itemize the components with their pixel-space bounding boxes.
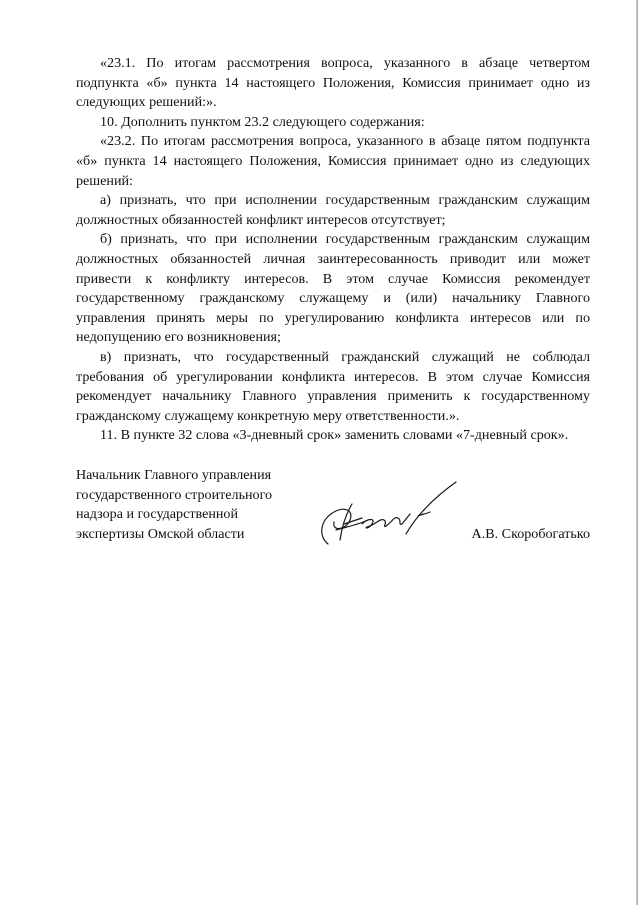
signatory-title-line: экспертизы Омской области [76,525,245,542]
page-edge-shadow [636,0,638,905]
paragraph-23-2: «23.2. По итогам рассмотрения вопроса, указанного в абзаце пятом подпункта «б» пункта 14 настоящего Положения, Комиссия принимает одно из следующих решений: [76,133,590,189]
paragraph-option-v: в) признать, что государственный гражданский служащий не соблюдал требования об урегулировании конфликта интересов. В этом случае Комиссия рекомендует начальнику Главного управления применить к государственному гражданскому служащему конкретную меру ответственности.». [76,348,590,424]
signatory-title [76,466,316,544]
paragraph-option-a: а) признать, что при исполнении государственным гражданским служащим должностных обязанностей конфликт интересов отсутствует; [76,192,590,228]
document-body [76,54,590,446]
signature-block [76,466,590,556]
paragraph-23-1: «23.1. По итогам рассмотрения вопроса, указанного в абзаце четвертом подпункта «б» пункта 14 настоящего Положения, Комиссия принимает одно из следующих решений:». [76,55,590,111]
paragraph-item-10: 10. Дополнить пунктом 23.2 следующего содержания: [100,113,425,130]
paragraph-option-b: б) признать, что при исполнении государственным гражданским служащим должностных обязанностей личная заинтересованность приводит или может привести к конфликту интересов. В этом случае Комиссия рекомендует государственному гражданскому служащему и (или) начальнику Главного управления принять меры по урегулированию конфликта интересов или по недопущению его возникновения; [76,231,590,346]
signatory-title-line: Начальник Главного управления [76,467,272,483]
signatory-title-line: государственного строительного [76,486,273,503]
signatory-name: А.В. Скоробогатько [471,526,590,542]
signatory-title-line: надзора и государственной [76,506,239,523]
handwritten-signature [306,474,466,554]
paragraph-item-11: 11. В пункте 32 слова «3-дневный срок» заменить словами «7-дневный срок». [100,427,569,444]
